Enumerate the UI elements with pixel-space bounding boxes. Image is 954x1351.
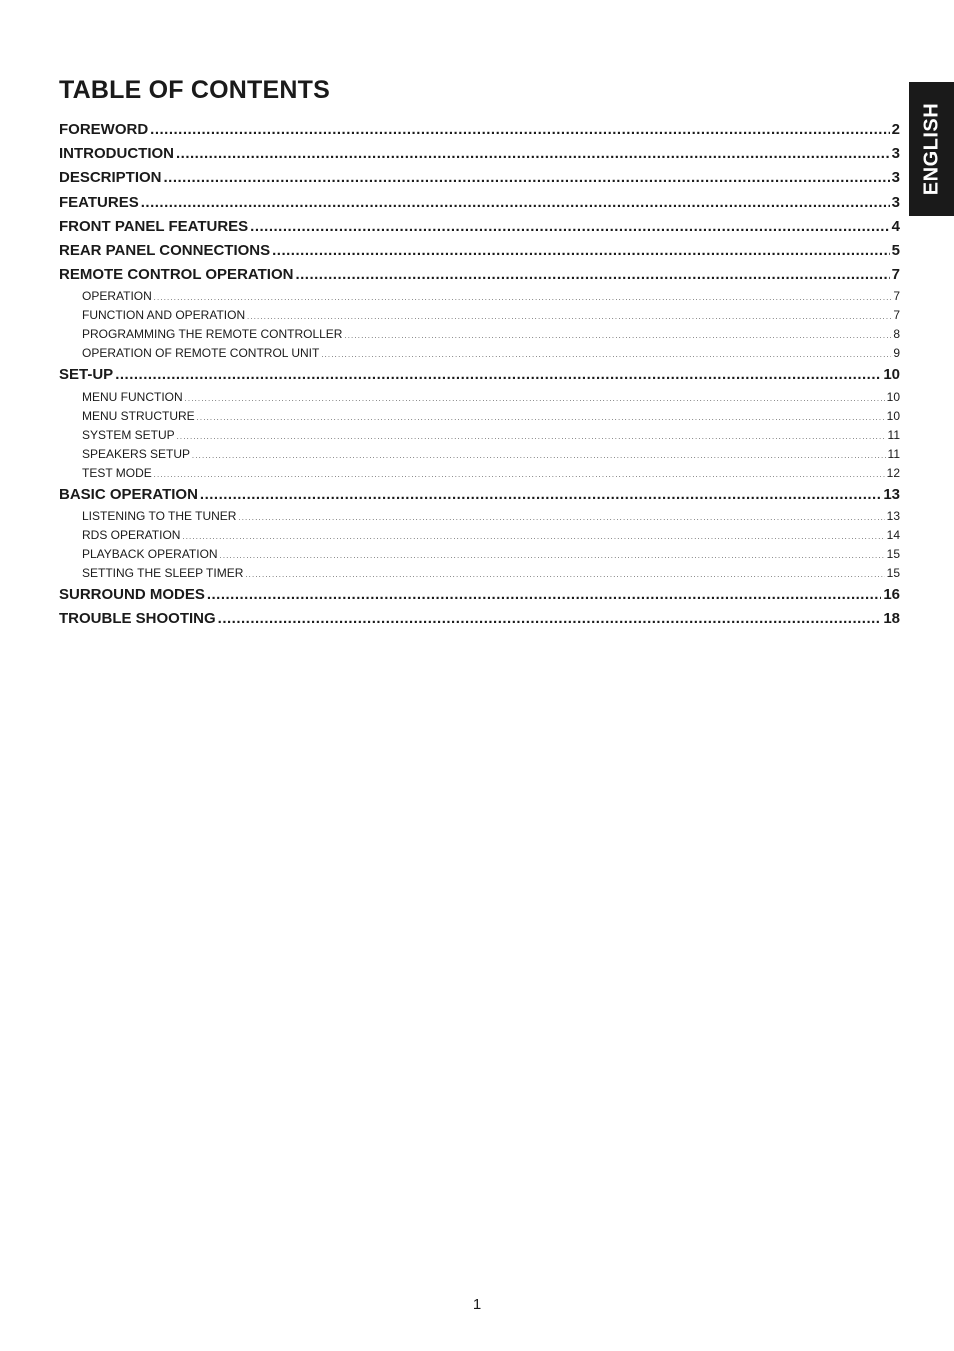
toc-entry-label: SETTING THE SLEEP TIMER	[82, 565, 244, 580]
toc-entry-label: INTRODUCTION	[59, 145, 174, 163]
dot-leader	[192, 447, 885, 464]
dot-leader	[245, 566, 884, 583]
toc-entry-page-number: 16	[883, 585, 900, 603]
dot-leader	[218, 607, 882, 631]
toc-subsection-entry[interactable]	[59, 287, 900, 306]
toc-entry-page-number: 3	[891, 145, 900, 163]
dot-leader	[207, 583, 881, 607]
toc-entry-label: PROGRAMMING THE REMOTE CONTROLLER	[82, 327, 343, 342]
toc-entry-page-number: 10	[883, 366, 900, 384]
toc-entry-label: OPERATION	[82, 289, 152, 304]
toc-entry-label: REMOTE CONTROL OPERATION	[59, 266, 294, 284]
toc-section-entry[interactable]	[59, 607, 900, 631]
toc-subsection-entry[interactable]	[59, 325, 900, 344]
dot-leader	[115, 363, 881, 387]
dot-leader	[176, 142, 890, 166]
dot-leader	[250, 215, 889, 239]
toc-section-entry[interactable]	[59, 166, 900, 190]
dot-leader	[344, 327, 891, 344]
dot-leader	[182, 528, 884, 545]
dot-leader	[154, 466, 885, 483]
toc-subsection-entry[interactable]	[59, 545, 900, 564]
toc-entry-label: FEATURES	[59, 193, 139, 211]
toc-entry-label: SET-UP	[59, 366, 114, 384]
toc-entry-label: TEST MODE	[82, 465, 152, 480]
toc-entry-label: MENU STRUCTURE	[82, 408, 195, 423]
toc-section-entry[interactable]	[59, 142, 900, 166]
toc-entry-label: REAR PANEL CONNECTIONS	[59, 241, 271, 259]
dot-leader	[197, 409, 885, 426]
dot-leader	[150, 118, 889, 142]
toc-subsection-entry[interactable]	[59, 426, 900, 445]
toc-entry-page-number: 11	[887, 446, 900, 461]
toc-entry-label: MENU FUNCTION	[82, 389, 183, 404]
dot-leader	[185, 390, 885, 407]
toc-entry-page-number: 15	[886, 565, 900, 580]
toc-entry-page-number: 3	[891, 193, 900, 211]
toc-entry-page-number: 11	[887, 427, 900, 442]
toc-subsection-entry[interactable]	[59, 306, 900, 325]
toc-section-entry[interactable]	[59, 239, 900, 263]
toc-section-entry[interactable]	[59, 191, 900, 215]
dot-leader	[295, 263, 889, 287]
toc-entry-page-number: 8	[893, 327, 900, 342]
language-tab-label: ENGLISH	[920, 102, 942, 196]
dot-leader	[247, 308, 891, 325]
dot-leader	[154, 289, 892, 306]
toc-entry-label: FRONT PANEL FEATURES	[59, 217, 249, 235]
toc-entry-page-number: 18	[883, 609, 900, 627]
toc-entry-page-number: 7	[893, 308, 900, 323]
page-title: TABLE OF CONTENTS	[59, 76, 330, 104]
toc-section-entry[interactable]	[59, 483, 900, 507]
toc-entry-page-number: 13	[883, 485, 900, 503]
toc-entry-page-number: 4	[891, 217, 900, 235]
toc-entry-label: TROUBLE SHOOTING	[59, 609, 216, 627]
toc-entry-page-number: 10	[886, 408, 900, 423]
toc-entry-page-number: 7	[891, 266, 900, 284]
toc-section-entry[interactable]	[59, 583, 900, 607]
dot-leader	[200, 483, 881, 507]
toc-subsection-entry[interactable]	[59, 445, 900, 464]
toc-entry-label: SURROUND MODES	[59, 585, 205, 603]
dot-leader	[220, 547, 885, 564]
toc-entry-label: DESCRIPTION	[59, 169, 162, 187]
dot-leader	[238, 509, 884, 526]
toc-entry-page-number: 2	[891, 121, 900, 138]
toc-section-entry[interactable]	[59, 363, 900, 387]
toc-section-entry[interactable]	[59, 263, 900, 287]
page-number: 1	[472, 1296, 482, 1313]
toc-entry-page-number: 3	[891, 169, 900, 187]
toc-entry-label: RDS OPERATION	[82, 527, 181, 542]
toc-entry-label: FUNCTION AND OPERATION	[82, 308, 246, 323]
dot-leader	[164, 166, 890, 190]
toc-entry-label: PLAYBACK OPERATION	[82, 546, 218, 561]
dot-leader	[321, 346, 891, 363]
toc-section-entry[interactable]	[59, 215, 900, 239]
toc-entry-label: FOREWORD	[59, 121, 149, 138]
toc-entry-page-number: 15	[886, 546, 900, 561]
toc-subsection-entry[interactable]	[59, 564, 900, 583]
toc-entry-label: SYSTEM SETUP	[82, 427, 175, 442]
toc-entry-page-number: 14	[886, 527, 900, 542]
toc-subsection-entry[interactable]	[59, 507, 900, 526]
toc-subsection-entry[interactable]	[59, 388, 900, 407]
toc-section-entry[interactable]	[59, 118, 900, 142]
toc-entry-page-number: 9	[893, 346, 900, 361]
toc-entry-page-number: 5	[891, 241, 900, 259]
toc-entry-page-number: 13	[886, 508, 900, 523]
toc-entry-page-number: 10	[886, 389, 900, 404]
toc-entry-label: LISTENING TO THE TUNER	[82, 508, 237, 523]
toc-subsection-entry[interactable]	[59, 526, 900, 545]
dot-leader	[177, 428, 886, 445]
dot-leader	[272, 239, 890, 263]
toc-entry-label: OPERATION OF REMOTE CONTROL UNIT	[82, 346, 320, 361]
toc-entry-label: BASIC OPERATION	[59, 485, 198, 503]
table-of-contents	[59, 118, 900, 631]
toc-subsection-entry[interactable]	[59, 407, 900, 426]
toc-entry-page-number: 7	[893, 289, 900, 304]
toc-entry-page-number: 12	[886, 465, 900, 480]
language-tab	[909, 82, 954, 216]
toc-entry-label: SPEAKERS SETUP	[82, 446, 191, 461]
toc-subsection-entry[interactable]	[59, 344, 900, 363]
toc-subsection-entry[interactable]	[59, 464, 900, 483]
dot-leader	[141, 191, 890, 215]
